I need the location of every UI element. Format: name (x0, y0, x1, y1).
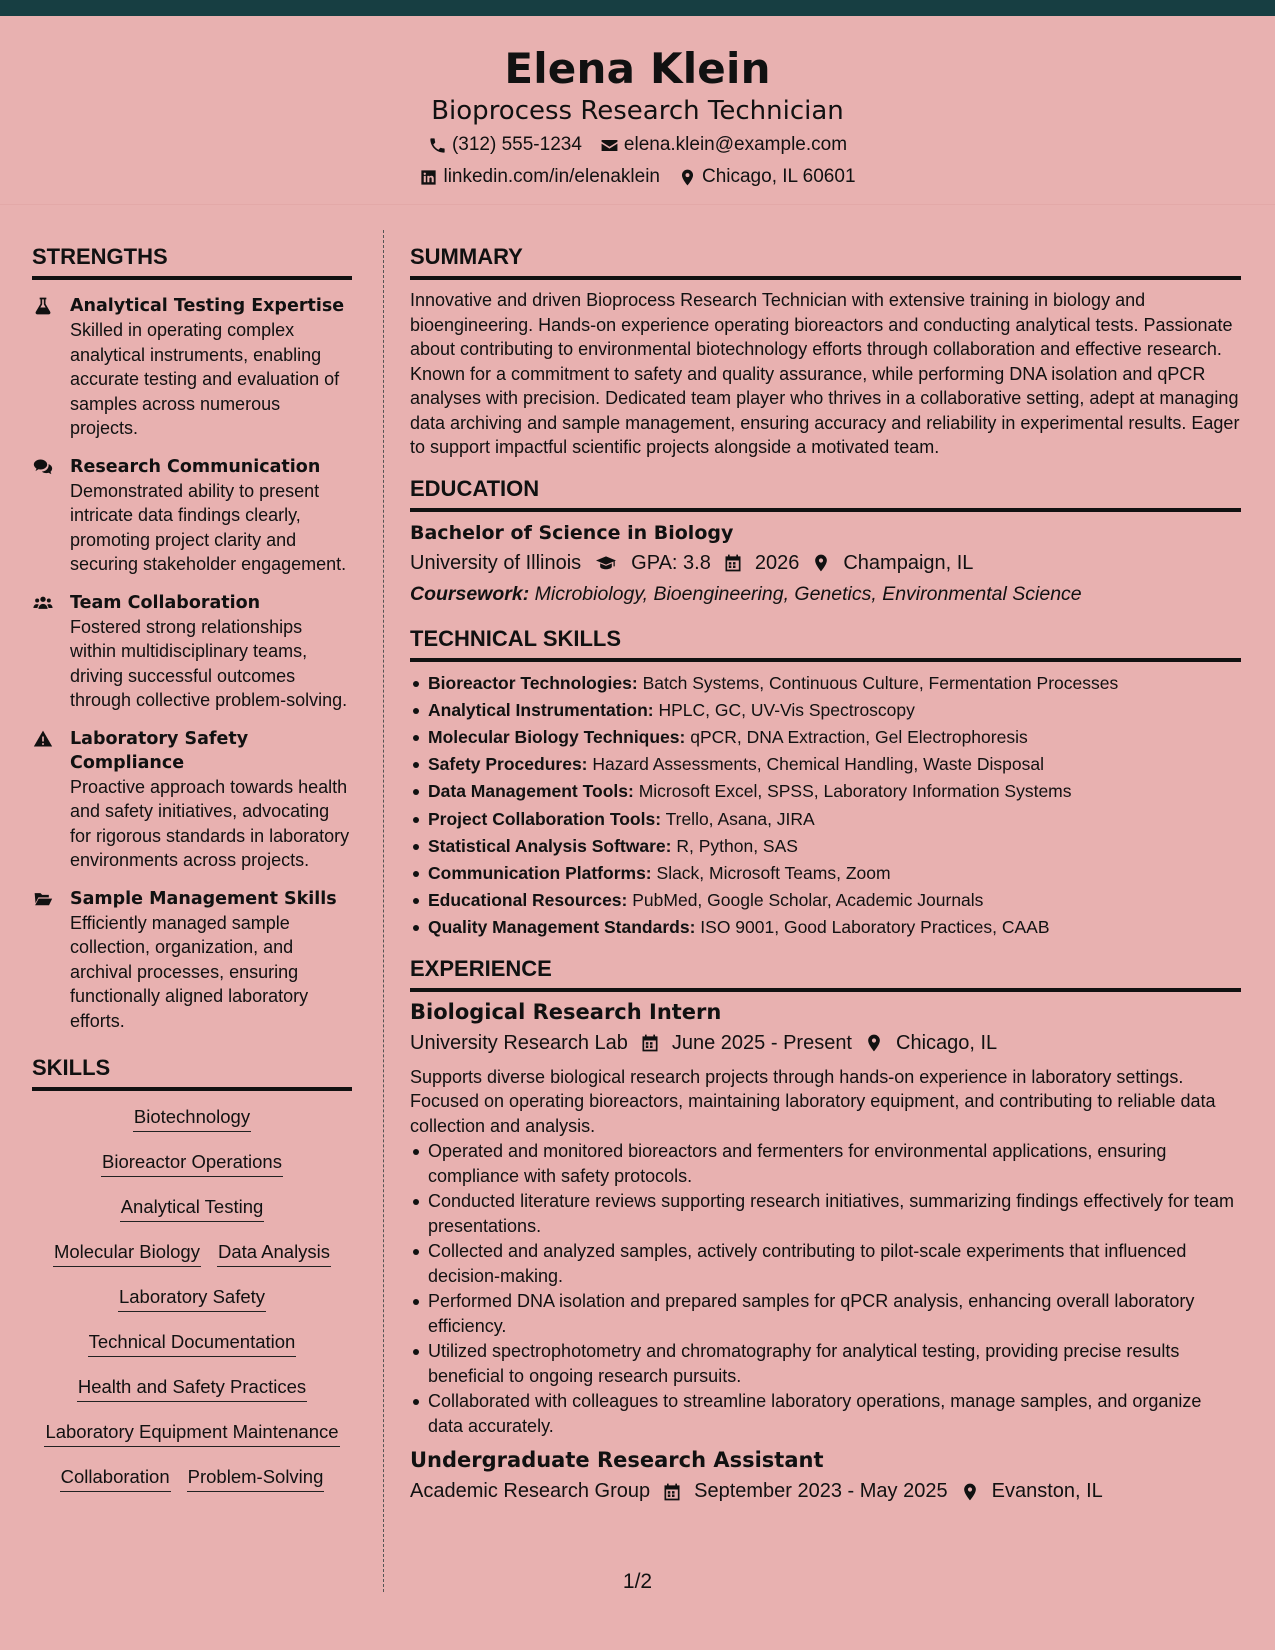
skill-tag: Biotechnology (133, 1106, 251, 1132)
calendar-icon (723, 553, 743, 573)
phone-contact[interactable] (428, 134, 582, 156)
column-divider (383, 230, 384, 1592)
skill-category: Quality Management Standards: (428, 917, 696, 938)
email-contact[interactable] (600, 134, 847, 156)
strengths-heading: STRENGTHS (32, 244, 352, 280)
skill-tag: Technical Documentation (88, 1331, 297, 1357)
job-location: Chicago, IL (896, 1031, 998, 1054)
strength-item (32, 294, 352, 441)
job-summary: Supports diverse biological research projects through hands-on experience in laboratory settings. Focused on operating bioreactors, maintaining laboratory equipment, and contributing to reliable data collection and analysis. (410, 1066, 1216, 1136)
list-item (410, 724, 1241, 751)
skill-values: ISO 9001, Good Laboratory Practices, CAAB (700, 917, 1050, 938)
list-item (410, 887, 1241, 914)
strength-item (32, 455, 352, 577)
job-bullets (410, 1139, 1241, 1438)
skill-tag: Laboratory Equipment Maintenance (44, 1421, 339, 1447)
technical-skills-section (410, 626, 1241, 942)
skill-tag: Problem-Solving (187, 1466, 325, 1492)
list-item: Operated and monitored bioreactors and fermenters for environmental applications, ensuring compliance with safety protocols. (410, 1139, 1241, 1188)
list-item: Utilized spectrophotometry and chromatography for analytical testing, providing precise results beneficial to ongoing research pursuits. (410, 1339, 1241, 1388)
skill-category: Safety Procedures: (428, 754, 588, 775)
skill-values: Batch Systems, Continuous Culture, Fermentation Processes (642, 672, 1119, 693)
list-item: Collaborated with colleagues to streamline laboratory operations, manage samples, and organize data accurately. (410, 1389, 1241, 1438)
comments-icon (32, 457, 54, 477)
job-location: Evanston, IL (991, 1480, 1103, 1503)
list-item (410, 860, 1241, 887)
skill-row (32, 1151, 352, 1181)
location-contact (678, 166, 856, 188)
skill-category: Data Management Tools: (428, 781, 634, 802)
job-title: Undergraduate Research Assistant (410, 1448, 824, 1473)
skill-category: Educational Resources: (428, 890, 628, 911)
skill-tag: Laboratory Safety (118, 1286, 266, 1312)
job-org: Academic Research Group (410, 1480, 651, 1503)
skill-row (32, 1421, 352, 1451)
candidate-title: Bioprocess Research Technician (431, 96, 844, 126)
users-icon (32, 593, 54, 613)
coursework-label: Coursework: (410, 582, 530, 605)
summary-text: Innovative and driven Bioprocess Research Technician with extensive training in biology and bioengineering. Hands-on experience operating bioreactors and conducting analytical tests. Passionate about contributing to environmental biotechnology efforts through collaboration and effective research. Known for a commitment to safety and quality assurance, while performing DNA isolation and qPCR analyses with precision. Dedicated team player who thrives in a collaborative setting, adept at managing data archiving and sample management, ensuring accuracy and reliability in experimental results. Eager to support impactful scientific projects alongside a motivated team. (410, 290, 1240, 457)
list-item (410, 806, 1241, 833)
skill-row (32, 1466, 352, 1496)
skill-category: Statistical Analysis Software: (428, 835, 672, 856)
strength-title: Research Communication (70, 456, 321, 477)
contact-row-1 (0, 134, 1275, 156)
skill-row (32, 1106, 352, 1136)
left-column (32, 244, 352, 1496)
linkedin-contact[interactable] (419, 166, 660, 188)
summary-heading: SUMMARY (410, 244, 1241, 280)
skill-values: Trello, Asana, JIRA (665, 808, 815, 829)
gpa-text: GPA: 3.8 (631, 551, 711, 574)
list-item: Conducted literature reviews supporting research initiatives, summarizing findings effectively for team presentations. (410, 1189, 1241, 1238)
skill-row (32, 1376, 352, 1406)
job-org: University Research Lab (410, 1031, 628, 1054)
list-item (410, 751, 1241, 778)
education-section (410, 476, 1241, 606)
experience-heading: EXPERIENCE (410, 956, 1241, 992)
skill-tag: Analytical Testing (120, 1196, 265, 1222)
graduation-cap-icon (593, 553, 619, 573)
skill-tag: Data Analysis (217, 1241, 331, 1267)
job-meta (410, 1480, 1241, 1503)
strength-description: Skilled in operating complex analytical instruments, enabling accurate testing and evaluation of samples across numerous projects. (70, 320, 340, 438)
map-marker-icon (864, 1033, 884, 1053)
skill-category: Project Collaboration Tools: (428, 808, 662, 829)
strength-item (32, 591, 352, 713)
school-name: University of Illinois (410, 551, 582, 574)
warning-icon (32, 729, 54, 749)
list-item (410, 778, 1241, 805)
strength-description: Fostered strong relationships within multidisciplinary teams, driving successful outcomes through collective problem-solving. (70, 616, 348, 710)
strength-title: Sample Management Skills (70, 888, 337, 909)
header-divider (0, 204, 1275, 205)
job-dates: June 2025 - Present (671, 1031, 852, 1054)
phone-text: (312) 555-1234 (451, 134, 582, 155)
list-item (410, 833, 1241, 860)
list-item (410, 914, 1241, 941)
job-title: Biological Research Intern (410, 999, 722, 1024)
skill-tag: Molecular Biology (53, 1241, 201, 1267)
skill-tag: Bioreactor Operations (101, 1151, 283, 1177)
skill-values: Slack, Microsoft Teams, Zoom (656, 862, 891, 883)
skill-row (32, 1331, 352, 1361)
skill-values: R, Python, SAS (676, 835, 798, 856)
job-entry (410, 1000, 1241, 1439)
page-indicator: 1/2 (622, 1570, 653, 1593)
education-heading: EDUCATION (410, 476, 1241, 512)
right-column (410, 244, 1241, 1503)
map-marker-icon (811, 553, 831, 573)
list-item: Collected and analyzed samples, actively contributing to pilot-scale experiments that influenced decision-making. (410, 1239, 1241, 1288)
calendar-icon (640, 1033, 660, 1053)
list-item (410, 697, 1241, 724)
skill-category: Communication Platforms: (428, 862, 652, 883)
location-text: Chicago, IL 60601 (701, 166, 856, 187)
job-dates: September 2023 - May 2025 (694, 1480, 948, 1503)
calendar-icon (662, 1482, 682, 1502)
strength-title: Team Collaboration (70, 592, 261, 613)
strength-description: Proactive approach towards health and safety initiatives, advocating for rigorous standards in laboratory environments across projects. (70, 776, 350, 870)
strength-description: Demonstrated ability to present intricate data findings clearly, promoting project clarity and securing stakeholder engagement. (70, 480, 347, 574)
linkedin-icon (419, 168, 438, 187)
phone-icon (428, 136, 447, 155)
flask-icon (32, 296, 54, 316)
job-meta (410, 1032, 1241, 1055)
skill-values: qPCR, DNA Extraction, Gel Electrophoresis (690, 726, 1028, 747)
skill-category: Bioreactor Technologies: (428, 672, 638, 693)
contact-row-2 (0, 166, 1275, 188)
linkedin-text: linkedin.com/in/elenaklein (443, 166, 660, 187)
strength-item (32, 887, 352, 1034)
skills-heading: SKILLS (32, 1055, 352, 1091)
job-entry (410, 1448, 1241, 1503)
envelope-icon (600, 136, 619, 155)
technical-skills-list (410, 670, 1241, 942)
list-item (410, 670, 1241, 697)
graduation-year: 2026 (754, 551, 800, 574)
strength-title: Analytical Testing Expertise (70, 296, 345, 316)
experience-section (410, 956, 1241, 1504)
coursework-line (410, 583, 1241, 606)
skill-values: PubMed, Google Scholar, Academic Journals (632, 890, 984, 911)
skill-row (32, 1196, 352, 1226)
skill-values: Hazard Assessments, Chemical Handling, Waste Disposal (592, 754, 1045, 775)
skill-tag: Health and Safety Practices (77, 1376, 307, 1402)
education-meta (410, 552, 1241, 575)
skill-row (32, 1241, 352, 1271)
resume-header (0, 16, 1275, 204)
degree-name: Bachelor of Science in Biology (410, 521, 734, 544)
coursework-list: Microbiology, Bioengineering, Genetics, Environmental Science (534, 582, 1082, 605)
map-marker-icon (678, 168, 697, 187)
email-text: elena.klein@example.com (623, 134, 848, 155)
list-item: Performed DNA isolation and prepared samples for qPCR analysis, enhancing overall laboratory efficiency. (410, 1289, 1241, 1338)
technical-skills-heading: TECHNICAL SKILLS (410, 626, 1241, 662)
top-accent-bar (0, 0, 1275, 16)
skill-category: Analytical Instrumentation: (428, 699, 654, 720)
skill-category: Molecular Biology Techniques: (428, 726, 686, 747)
skill-values: Microsoft Excel, SPSS, Laboratory Information Systems (638, 781, 1072, 802)
folder-open-icon (32, 889, 54, 909)
skill-tag: Collaboration (60, 1466, 171, 1492)
strength-title: Laboratory Safety Compliance (70, 728, 249, 773)
strength-item (32, 727, 352, 873)
strength-description: Efficiently managed sample collection, organization, and archival processes, ensuring functionally aligned laboratory efforts. (70, 912, 309, 1031)
skills-section (32, 1055, 352, 1496)
skill-values: HPLC, GC, UV-Vis Spectroscopy (658, 699, 915, 720)
candidate-name: Elena Klein (504, 44, 771, 93)
skill-row (32, 1286, 352, 1316)
map-marker-icon (960, 1482, 980, 1502)
school-location: Champaign, IL (843, 551, 974, 574)
